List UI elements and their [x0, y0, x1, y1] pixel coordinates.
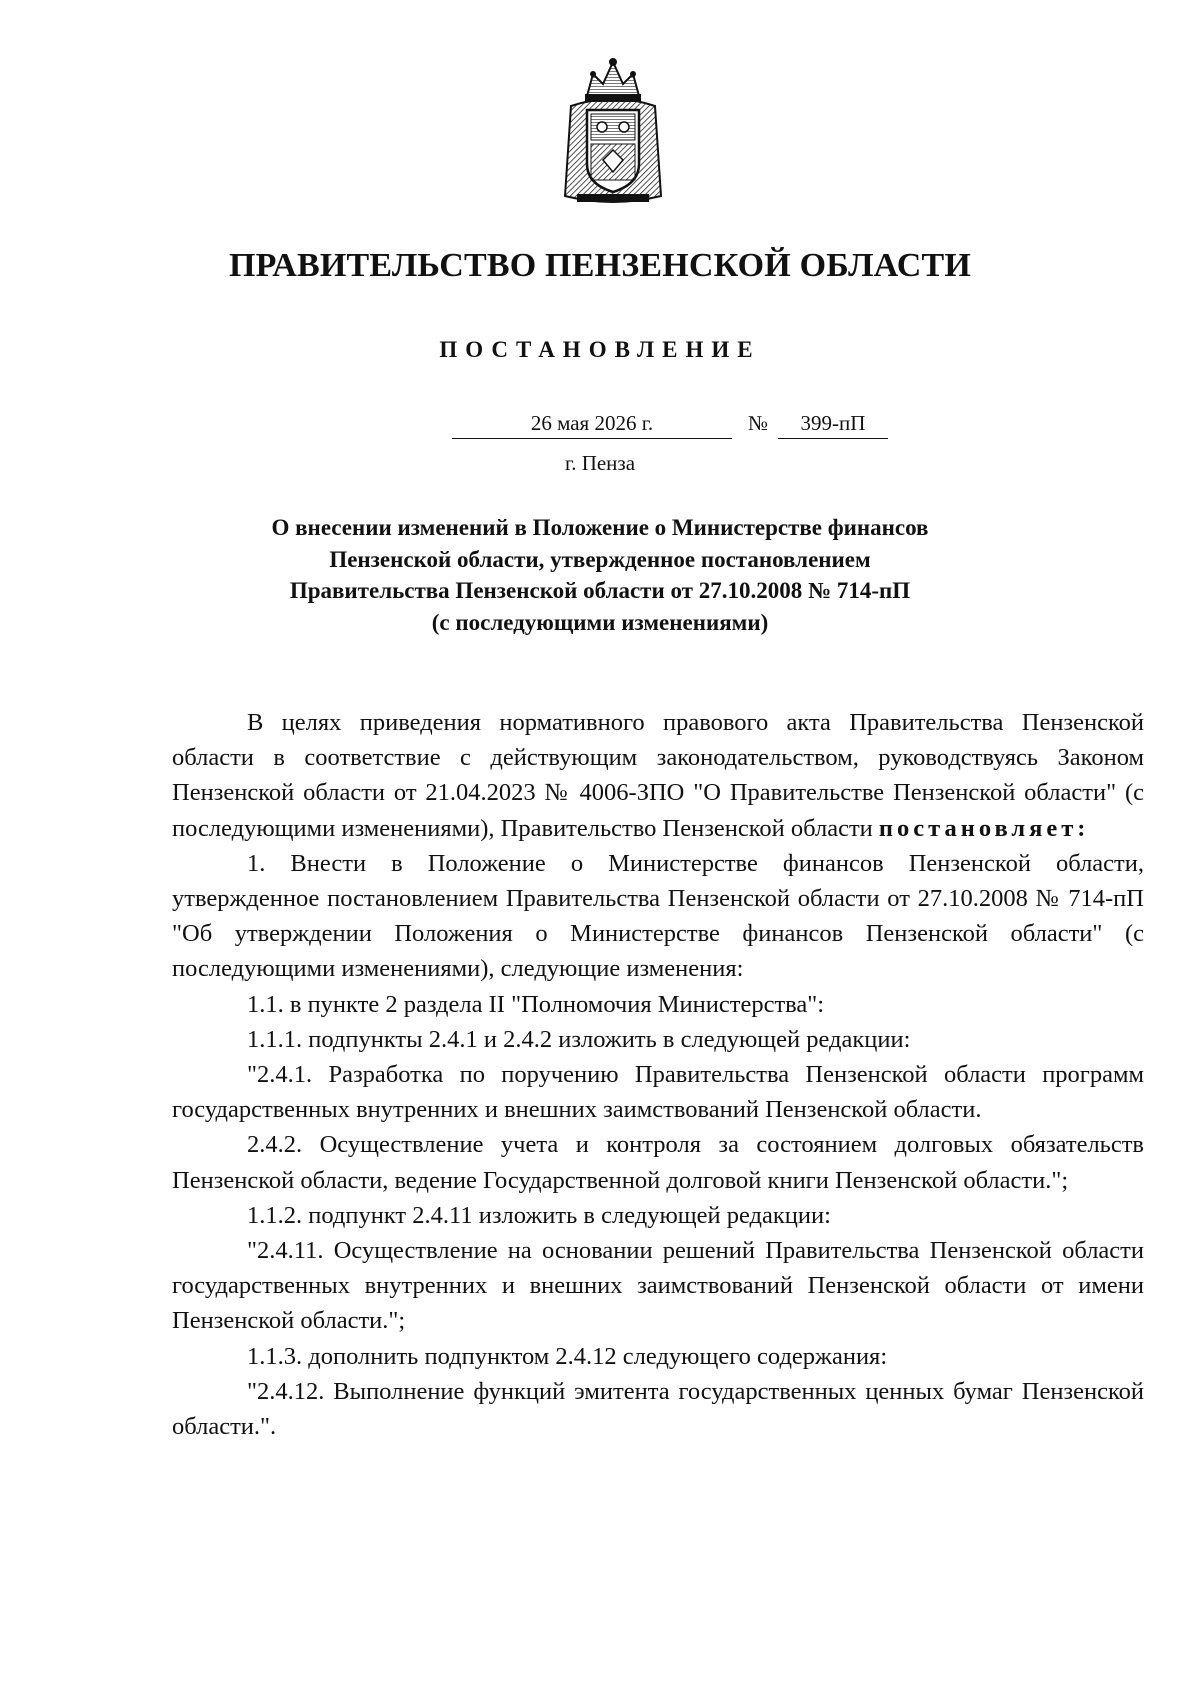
- subject-line-4: (с последующими изменениями): [431, 609, 769, 635]
- quote-2-4-12: "2.4.12. Выполнение функций эмитента государственных ценных бумаг Пензенской области.".: [172, 1377, 1144, 1441]
- paragraph-1-1: 1.1. в пункте 2 раздела II "Полномочия Министерства":: [247, 990, 825, 1018]
- decrees-word: постановляет:: [878, 814, 1090, 842]
- decree-number: 399-пП: [778, 411, 888, 439]
- paragraph-1-1-2: 1.1.2. подпункт 2.4.11 изложить в следующей редакции:: [247, 1201, 831, 1229]
- paragraph-1: 1. Внести в Положение о Министерстве финансов Пензенской области, утвержденное постановлением Правительства Пензенской области от 27.10.2008 № 714-пП "Об утверждении Положения о Министерстве финансов Пензенской области" (с последующими изменениями), следующие изменения:: [172, 849, 1144, 983]
- document-type: ПОСТАНОВЛЕНИЕ: [439, 337, 761, 362]
- preamble-paragraph: [172, 705, 1144, 846]
- subject-line-2: Пензенской области, утвержденное постановлением: [329, 546, 871, 572]
- paragraph-1-1-1: 1.1.1. подпункты 2.4.1 и 2.4.2 изложить в следующей редакции:: [247, 1025, 911, 1053]
- quote-2-4-1: "2.4.1. Разработка по поручению Правительства Пензенской области программ государственных внутренних и внешних заимствований Пензенской области.: [172, 1061, 1144, 1124]
- penza-coat-of-arms-icon: [557, 56, 669, 208]
- decree-date: 26 мая 2026 г.: [452, 411, 732, 439]
- preamble-text: В целях приведения нормативного правового акта Правительства Пензенской области в соответствие с действующим законодательством, руководствуясь Законом Пензенской области от 21.04.2023 № 4006-ЗПО "О Правительстве Пензенской области" (с последующими изменениями), Правительство Пензенской области: [172, 709, 1144, 842]
- subject-line-3: Правительства Пензенской области от 27.10.2008 № 714-пП: [289, 578, 911, 603]
- government-title: ПРАВИТЕЛЬСТВО ПЕНЗЕНСКОЙ ОБЛАСТИ: [228, 247, 971, 284]
- number-sign: №: [748, 411, 769, 435]
- quote-2-4-11: "2.4.11. Осуществление на основании решений Правительства Пензенской области государственных внутренних и внешних заимствований Пензенской области от имени Пензенской области.";: [172, 1237, 1144, 1335]
- decree-subject: [200, 512, 1000, 638]
- paragraph-1-1-3: 1.1.3. дополнить подпунктом 2.4.12 следующего содержания:: [247, 1342, 888, 1370]
- quote-2-4-2: 2.4.2. Осуществление учета и контроля за состоянием долговых обязательств Пензенской области, ведение Государственной долговой книги Пензенской области.";: [172, 1131, 1144, 1194]
- subject-line-1: О внесении изменений в Положение о Министерстве финансов: [271, 515, 929, 540]
- decree-body: [172, 705, 1144, 1444]
- city-name: г. Пенза: [564, 451, 636, 475]
